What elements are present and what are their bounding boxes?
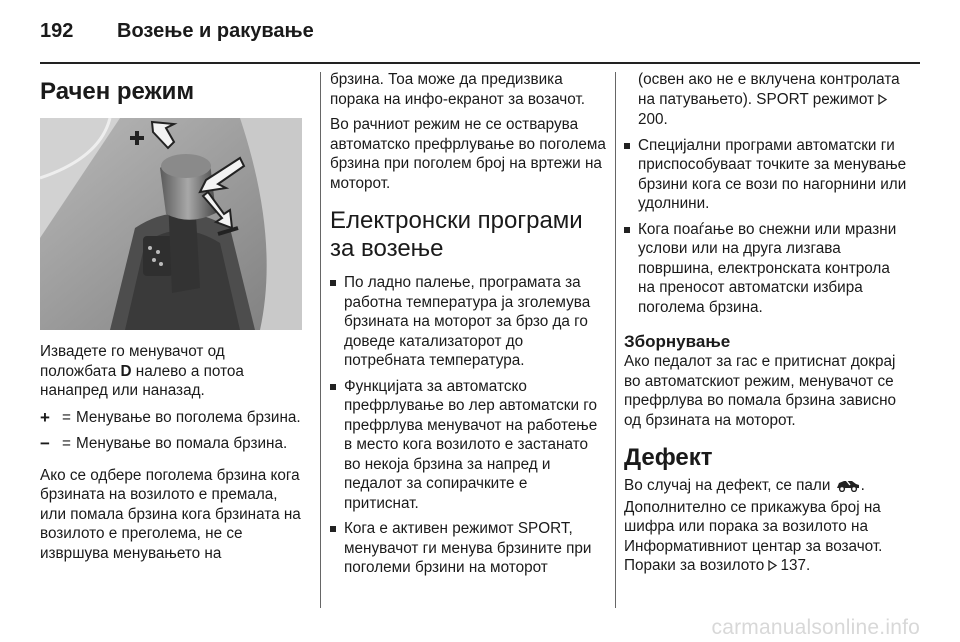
programs-list-continued — [624, 136, 908, 318]
shift-instruction-text-end: налево а потоа нанапред или наназад. — [40, 362, 244, 399]
minus-icon: − — [40, 434, 50, 453]
paragraph-continued: брзина. Тоа може да предизвика порака на инфо-екранот за возачот. — [330, 71, 586, 108]
car-wrench-icon — [835, 478, 861, 498]
column-divider — [615, 72, 616, 608]
paragraph-manual-no-upshift: Во рачниот режим не се остварува автоматско префрлување во поголема брзина при поголем број на вртежи на моторот. — [330, 116, 606, 192]
column-divider — [320, 72, 321, 608]
page-reference[interactable]: 137. — [780, 557, 811, 574]
list-item: Кога е активен режимот SPORT, менувачот ги менува брзините при поголеми брзини на моторот — [330, 519, 606, 578]
legend-equals: = — [62, 408, 71, 426]
column-2 — [330, 70, 606, 584]
fault-text-end: . Дополнително се прикажува број на шифра или порака за возилото на Информативниот центар за возачот. Пораки за возилото — [624, 477, 883, 574]
header-rule — [40, 62, 920, 64]
legend-upshift — [40, 408, 302, 428]
bullet-continued — [624, 70, 908, 130]
gear-shifter-illustration — [40, 118, 302, 330]
paragraph-gear-mismatch: Ако се одбере поголема брзина кога брзината на возилото е премала, или помала брзина кога брзината на возилото е преголема, не се извршува менувањето на — [40, 466, 301, 562]
legend-equals: = — [62, 435, 71, 452]
list-item: Функцијата за автоматско префрлување во лер автоматски го префрлува менувачот на работење в место кога возилото е застанато во некоја брзина за напред и педалот за сопирачките е притиснат. — [330, 377, 606, 514]
fault-text: Во случај на дефект, се пали — [624, 477, 835, 494]
section-heading-kickdown: Зборнување — [624, 332, 731, 351]
shift-instruction — [40, 342, 302, 401]
plus-icon: + — [40, 407, 50, 427]
list-item: Кога поаѓање во снежни или мразни услови или на друга лизгава површина, електронската контрола на преносот автоматски избира поголема брзина. — [624, 220, 908, 318]
position-d: D — [120, 362, 132, 380]
column-1 — [40, 70, 302, 563]
section-heading-fault: Дефект — [624, 444, 713, 471]
running-title: Возење и ракување — [117, 20, 314, 42]
page-reference[interactable]: 200. — [638, 111, 668, 128]
gear-shifter-drawing — [40, 118, 302, 330]
programs-list — [330, 273, 606, 578]
watermark: carmanualsonline.info — [711, 616, 920, 639]
section-heading-electronic-programs: Електронски програми за возење — [330, 207, 583, 262]
list-item: По ладно палење, програмата за работна температура ја зголемува брзината на моторот за брзо да го доведе катализаторот до потребната температура. — [330, 273, 606, 371]
legend-upshift-text: Менување во поголема брзина. — [76, 408, 301, 426]
bullet-continued-text: (освен ако не е вклучена контролата на патувањето). SPORT режимот — [638, 71, 900, 108]
paragraph-fault — [624, 476, 908, 577]
column-3 — [624, 70, 908, 577]
section-heading-manual-mode: Рачен режим — [40, 78, 195, 105]
shift-instruction-text: Извадете го менувачот од положбата — [40, 343, 225, 380]
legend-downshift-text: Менување во помала брзина. — [76, 435, 288, 452]
list-item: Специјални програми автоматски ги приспособуваат точките за менување брзини кога се вози по нагорнини или удолнини. — [624, 136, 908, 214]
page-reference-icon — [768, 557, 778, 577]
page-reference-icon — [878, 91, 888, 111]
page-number: 192 — [40, 20, 74, 42]
page-header — [0, 0, 960, 62]
paragraph-kickdown: Ако педалот за гас е притиснат докрај во автоматскиот режим, менувачот се префрлува во помала брзина зависно од брзината на моторот. — [624, 353, 897, 429]
legend-downshift — [40, 434, 302, 454]
